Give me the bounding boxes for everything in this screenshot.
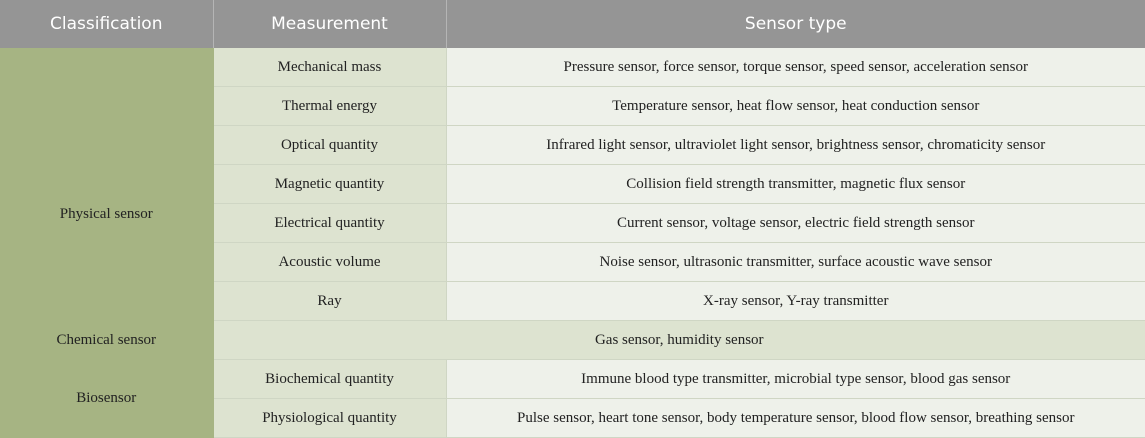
header-classification: Classification <box>0 0 213 48</box>
classification-cell-physical: Physical sensor <box>0 48 213 321</box>
sensor-type-cell: Infrared light sensor, ultraviolet light sensor, brightness sensor, chromaticity sensor <box>446 126 1145 165</box>
sensor-type-cell: X-ray sensor, Y-ray transmitter <box>446 282 1145 321</box>
classification-cell-chemical: Chemical sensor <box>0 321 213 360</box>
measurement-cell: Thermal energy <box>213 87 446 126</box>
header-measurement: Measurement <box>213 0 446 48</box>
sensor-type-cell: Immune blood type transmitter, microbial type sensor, blood gas sensor <box>446 360 1145 399</box>
sensor-type-cell: Pulse sensor, heart tone sensor, body temperature sensor, blood flow sensor, breathing sensor <box>446 399 1145 438</box>
header-row <box>0 0 1145 48</box>
table-row <box>0 321 1145 360</box>
table-header <box>0 0 1145 48</box>
measurement-cell: Electrical quantity <box>213 204 446 243</box>
measurement-cell: Physiological quantity <box>213 399 446 438</box>
measurement-cell: Magnetic quantity <box>213 165 446 204</box>
sensor-type-cell-chemical: Gas sensor, humidity sensor <box>213 321 1145 360</box>
header-sensor-type: Sensor type <box>446 0 1145 48</box>
sensor-type-cell: Pressure sensor, force sensor, torque sensor, speed sensor, acceleration sensor <box>446 48 1145 87</box>
sensor-type-cell: Temperature sensor, heat flow sensor, heat conduction sensor <box>446 87 1145 126</box>
classification-cell-bio: Biosensor <box>0 360 213 438</box>
measurement-cell: Mechanical mass <box>213 48 446 87</box>
measurement-cell: Biochemical quantity <box>213 360 446 399</box>
measurement-cell: Ray <box>213 282 446 321</box>
table-body <box>0 48 1145 438</box>
sensor-type-cell: Collision field strength transmitter, magnetic flux sensor <box>446 165 1145 204</box>
table-row <box>0 48 1145 87</box>
measurement-cell: Optical quantity <box>213 126 446 165</box>
measurement-cell: Acoustic volume <box>213 243 446 282</box>
sensor-type-cell: Current sensor, voltage sensor, electric field strength sensor <box>446 204 1145 243</box>
sensor-type-cell: Noise sensor, ultrasonic transmitter, surface acoustic wave sensor <box>446 243 1145 282</box>
table-row <box>0 360 1145 399</box>
